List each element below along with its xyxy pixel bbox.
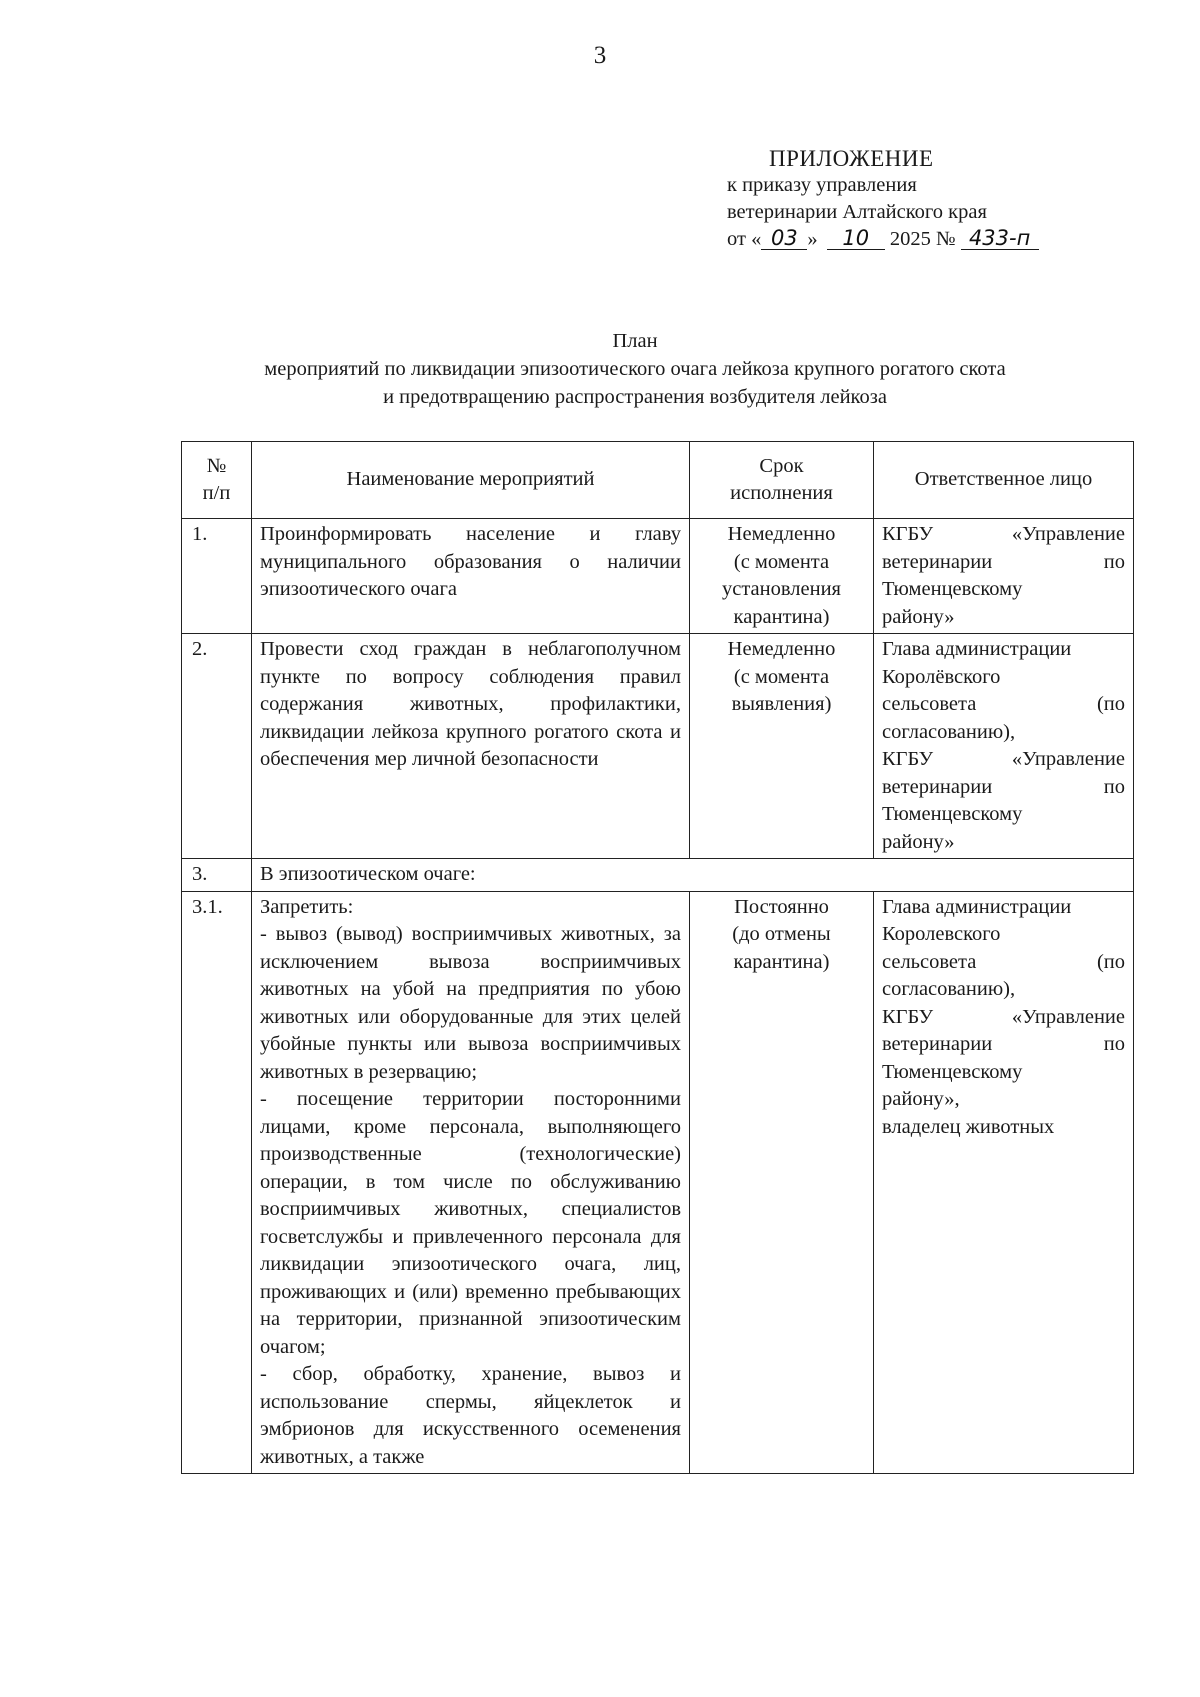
table-header-row (182, 442, 1134, 519)
row-term: Немедленно (с момента установления карантина) (690, 519, 874, 634)
row-responsible: КГБУ «Управление ветеринарии по Тюменцевскому району» (874, 519, 1134, 634)
header-name: Наименование мероприятий (252, 442, 690, 519)
title-line-3: и предотвращению распространения возбудителя лейкоза (383, 386, 887, 408)
header-term: Срок исполнения (690, 442, 874, 519)
page-number: 3 (593, 42, 607, 69)
row-number: 3.1. (182, 891, 252, 1474)
row-number: 3. (182, 859, 252, 892)
title-line-2: мероприятий по ликвидации эпизоотического очага лейкоза крупного рогатого скота (264, 358, 1006, 380)
year-and-number-label: 2025 № (889, 228, 956, 250)
date-mid: » (807, 228, 818, 250)
order-date-line (727, 226, 1147, 253)
handwritten-day: 03 (761, 227, 807, 250)
row-name: Проинформировать население и главу муниципального образования о наличии эпизоотического очага (252, 519, 690, 634)
row-number: 2. (182, 634, 252, 859)
table-row (182, 859, 1134, 892)
row-responsible: Глава администрации Королевского сельсовета (по согласованию), КГБУ «Управление ветеринарии по Тюменцевскому району», владелец животных (874, 891, 1134, 1474)
row-section-heading: В эпизоотическом очаге: (252, 859, 1134, 892)
appendix-title: ПРИЛОЖЕНИЕ (769, 146, 934, 171)
table-row (182, 634, 1134, 859)
appendix-line-2: ветеринарии Алтайского края (727, 201, 987, 223)
row-number: 1. (182, 519, 252, 634)
table-row (182, 519, 1134, 634)
handwritten-month: 10 (827, 227, 885, 250)
row-term: Постоянно (до отмены карантина) (690, 891, 874, 1474)
row-term: Немедленно (с момента выявления) (690, 634, 874, 859)
appendix-line-1: к приказу управления (727, 174, 917, 196)
date-prefix: от « (727, 228, 762, 250)
document-title (150, 327, 1120, 411)
appendix-block (727, 145, 1147, 253)
header-responsible: Ответственное лицо (874, 442, 1134, 519)
plan-table (181, 441, 1134, 1474)
row-name: Запретить: - вывоз (вывод) восприимчивых животных, за исключением вывоза восприимчивых животных на убой на предприятия по убою животных или оборудованные для этих целей убойные пункты или вывоза восприимчивых животных в резервацию; - посещение территории посторонними лицами, кроме персонала, выполняющего производственные (технологические) операции, в том числе по обслуживанию восприимчивых животных, специалистов госветслужбы и привлеченного персонала для ликвидации эпизоотического очага, лиц, проживающих и (или) временно пребывающих на территории, признанной эпизоотическим очагом; - сбор, обработку, хранение, вывоз и использование спермы, яйцеклеток и эмбрионов для искусственного осеменения животных, а также (252, 891, 690, 1474)
row-responsible: Глава администрации Королёвского сельсовета (по согласованию), КГБУ «Управление ветеринарии по Тюменцевскому району» (874, 634, 1134, 859)
handwritten-order-number: 433-п (961, 227, 1039, 250)
row-name: Провести сход граждан в неблагополучном пункте по вопросу соблюдения правил содержания животных, профилактики, ликвидации лейкоза крупного рогатого скота и обеспечения мер личной безопасности (252, 634, 690, 859)
header-num: № п/п (182, 442, 252, 519)
title-line-1: План (612, 330, 658, 352)
table-row (182, 891, 1134, 1474)
